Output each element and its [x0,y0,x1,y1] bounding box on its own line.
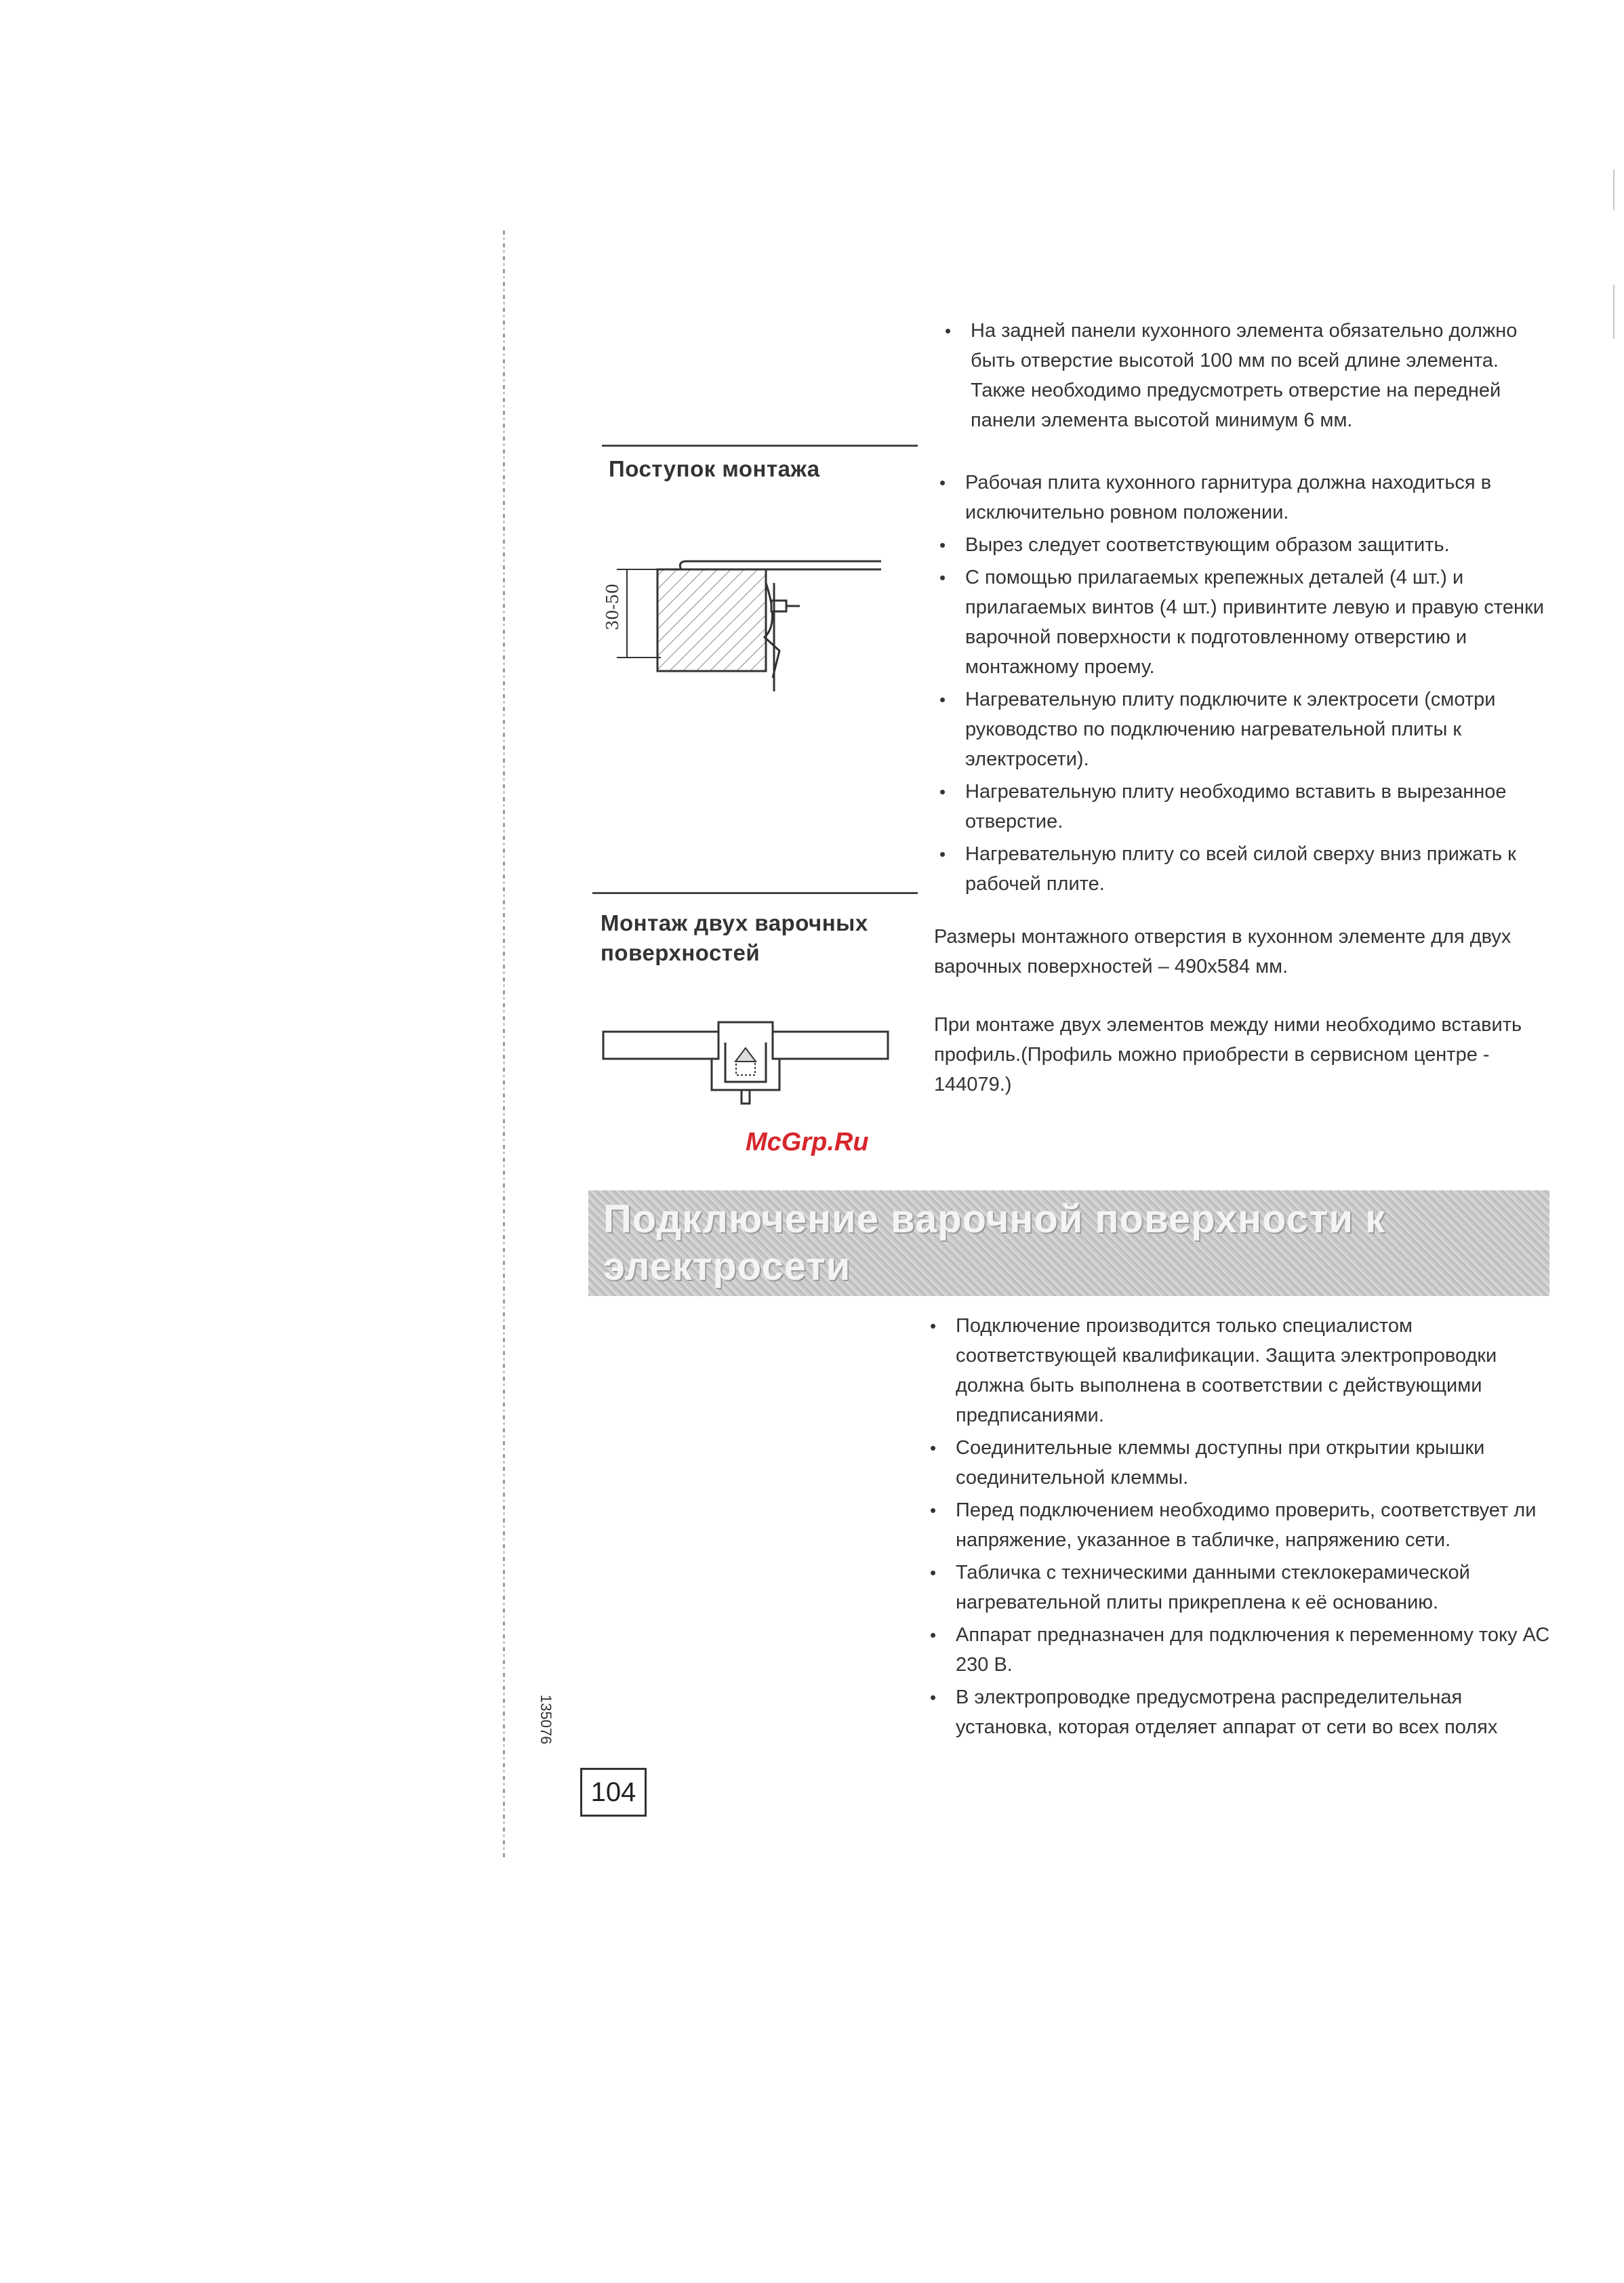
list-item: • В электропроводке предусмотрена распределительная установка, которая отделяет аппарат от сети во всех полях [930,1682,1560,1742]
figure-dimension-label: 30-50 [603,583,622,630]
mounting-bullet-list [939,468,1570,902]
page-number: 104 [580,1768,647,1817]
section-title-mounting: Поступок монтажа [609,456,820,481]
list-item: • С помощью прилагаемых крепежных деталей (4 шт.) и прилагаемых винтов (4 шт.) привинтите левую и правую стенки варочной поверхности к подготовленному отверстию и монтажному проему. [939,563,1570,682]
mounting-figure [596,542,895,705]
scan-edge-mark [1613,285,1615,339]
section-divider [592,892,918,894]
scan-edge-line [503,230,505,1857]
list-item: • Нагревательную плиту подключите к электросети (смотри руководство по подключению нагревательной плиты к электросети). [939,685,1570,774]
list-item: • Нагревательную плиту необходимо вставить в вырезанное отверстие. [939,777,1570,836]
list-item: • Перед подключением необходимо проверить, соответствует ли напряжение, указанное в табличке, напряжению сети. [930,1495,1560,1555]
section-divider [602,445,918,447]
list-item: • На задней панели кухонного элемента обязательно должно быть отверстие высотой 100 мм по всей длине элемента. Также необходимо предусмотреть отверстие на передней панели элемента высотой минимум 6 мм. [945,316,1555,435]
list-item: • Подключение производится только специалистом соответствующей квалификации. Защита электропроводки должна быть выполнена в соответствии с действующими предписаниями. [930,1311,1560,1430]
section-band [588,1190,1549,1296]
top-bullet-list [945,316,1555,438]
list-item: • Рабочая плита кухонного гарнитура должна находиться в исключительно ровном положении. [939,468,1570,527]
list-item: • Соединительные клеммы доступны при открытии крышки соединительной клеммы. [930,1433,1560,1493]
connection-bullet-list [930,1311,1560,1745]
two-hobs-paragraph-1: Размеры монтажного отверстия в кухонном элементе для двух варочных поверхностей – 490x584 мм. [934,926,1511,977]
list-item: • Аппарат предназначен для подключения к переменному току АС 230 В. [930,1620,1560,1680]
section-band-title: Подключение варочной поверхности к электросети [603,1197,1386,1289]
profile-figure [596,1009,895,1110]
list-item: • Нагревательную плиту со всей силой сверху вниз прижать к рабочей плите. [939,839,1570,899]
scan-edge-mark [1613,169,1615,210]
list-item: • Табличка с техническими данными стеклокерамической нагревательной плиты прикреплена к её основанию. [930,1558,1560,1617]
watermark: McGrp.Ru [746,1128,869,1156]
document-code: 135076 [537,1695,554,1745]
two-hobs-paragraph-2: При монтаже двух элементов между ними необходимо вставить профиль.(Профиль можно приобрести в сервисном центре - 144079.) [934,1014,1522,1095]
section-title-two-hobs: Монтаж двух варочных поверхностей [601,910,868,965]
list-item: • Вырез следует соответствующим образом защитить. [939,530,1570,560]
